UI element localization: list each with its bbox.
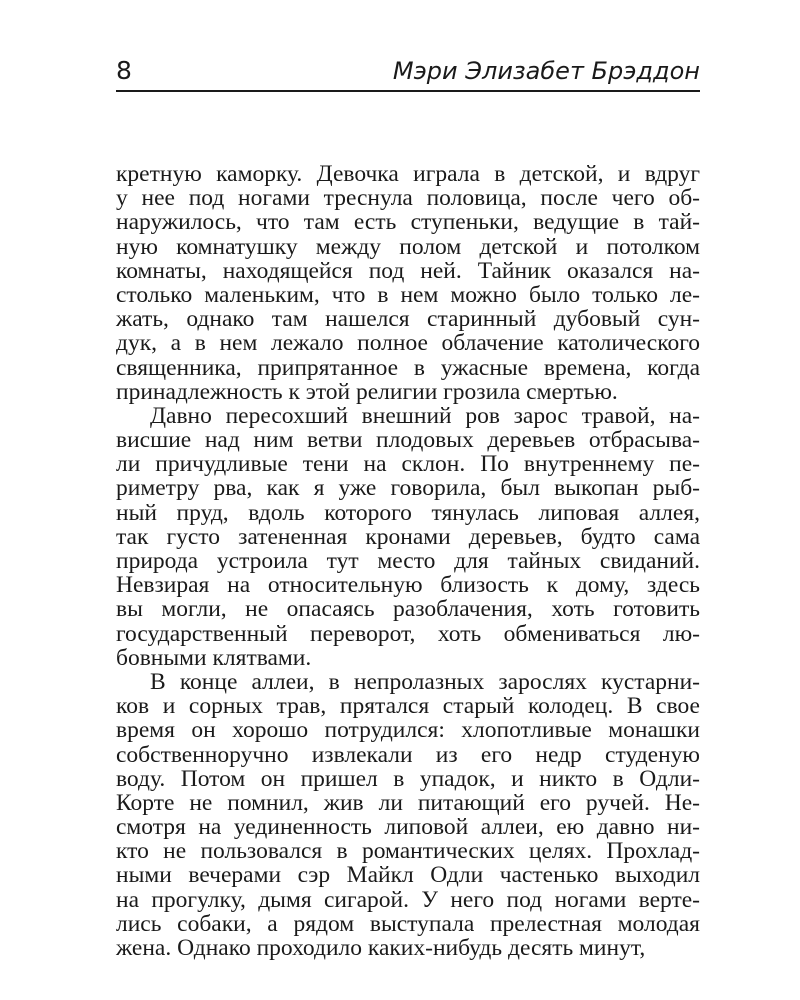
- paragraph: [116, 162, 700, 404]
- text-line: комнаты, находящейся под ней. Тайник оказался на-: [116, 257, 700, 284]
- text-line: кто не пользовался в романтических целях. Прохлад-: [116, 838, 700, 865]
- running-title: Мэри Элизабет Брэддон: [392, 57, 700, 85]
- body-text: [116, 162, 700, 960]
- text-line: смотря на уединенность липовой аллеи, ею давно ни-: [116, 814, 700, 841]
- text-line: жена. Однако проходило каких-нибудь десять минут,: [116, 935, 646, 961]
- text-line: время он хорошо потрудился: хлопотливые монашки: [116, 717, 700, 744]
- text-line: принадлежность к этой религии грозила смертью.: [116, 378, 618, 405]
- text-line: ков и сорных трав, прятался старый колодец. В свое: [116, 693, 700, 720]
- text-line: бовными клятвами.: [116, 644, 312, 671]
- text-line: наружилось, что там есть ступеньки, ведущие в тай-: [116, 209, 700, 236]
- text-line: собственноручно извлекали из его недр студеную: [116, 741, 700, 768]
- text-line: государственный переворот, хоть обмениваться лю-: [116, 620, 700, 647]
- text-line: ный пруд, вдоль которого тянулась липовая аллея,: [116, 499, 700, 526]
- text-line: вы могли, не опасаясь разоблачения, хоть готовить: [116, 596, 700, 623]
- text-line: столько маленьким, что в нем можно было только ле-: [116, 281, 700, 308]
- text-line: риметру рва, как я уже говорила, был выкопан рыб-: [116, 475, 700, 502]
- paragraph: [116, 404, 700, 670]
- text-line: дук, а в нем лежало полное облачение католического: [116, 330, 700, 357]
- text-line: на прогулку, дымя сигарой. У него под ногами верте-: [116, 886, 700, 913]
- text-line: ными вечерами сэр Майкл Одли частенько выходил: [116, 862, 700, 889]
- text-line: Давно пересохший внешний ров зарос травой, на-: [150, 402, 700, 429]
- page-header: [116, 56, 700, 92]
- page-number: 8: [116, 56, 132, 85]
- book-page: [116, 56, 700, 961]
- text-line: ную комнатушку между полом детской и потолком: [116, 233, 700, 260]
- text-line: у нее под ногами треснула половица, после чего об-: [116, 185, 700, 212]
- text-line: висшие над ним ветви плодовых деревьев отбрасыва-: [116, 427, 700, 454]
- paragraph: [116, 670, 700, 960]
- text-line: Невзирая на относительную близость к дому, здесь: [116, 572, 700, 599]
- text-line: так густо затененная кронами деревьев, будто сама: [116, 523, 700, 550]
- text-line: воду. Потом он пришел в упадок, и никто в Одли-: [116, 765, 700, 792]
- text-line: жать, однако там нашелся старинный дубовый сун-: [116, 306, 700, 333]
- text-line: священника, припрятанное в ужасные времена, когда: [116, 354, 700, 381]
- text-line: лись собаки, а рядом выступала прелестная молодая: [116, 910, 700, 937]
- text-line: В конце аллеи, в непролазных зарослях кустарни-: [150, 668, 700, 695]
- text-line: ли причудливые тени на склон. По внутреннему пе-: [116, 451, 700, 478]
- text-line: природа устроила тут место для тайных свиданий.: [116, 548, 700, 574]
- text-line: кретную каморку. Девочка играла в детской, и вдруг: [116, 161, 700, 187]
- text-line: Корте не помнил, жив ли питающий его ручей. Не-: [116, 789, 700, 816]
